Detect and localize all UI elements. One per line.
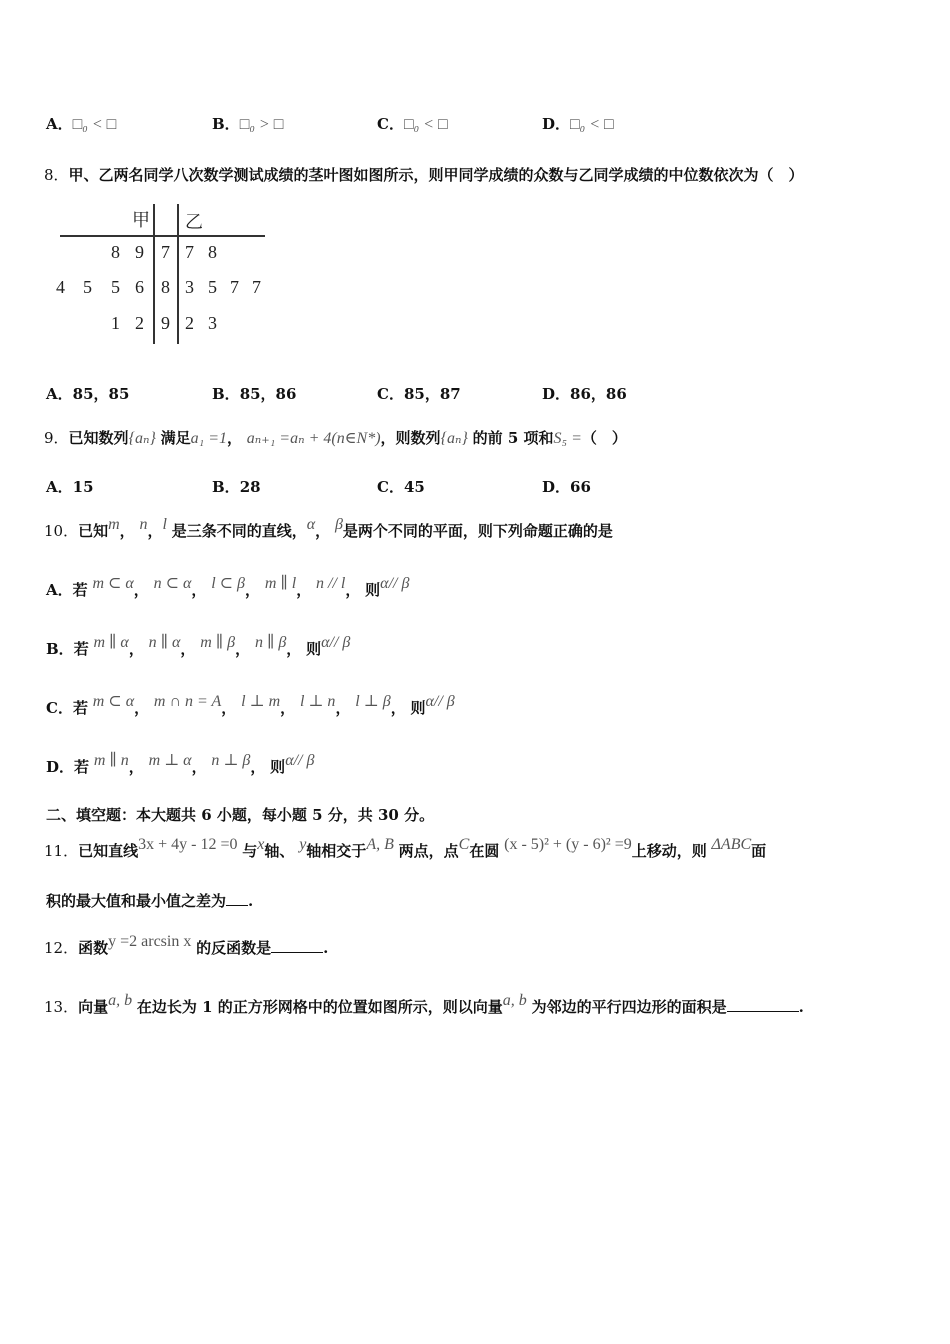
answer-blank[interactable] [226, 891, 248, 906]
leaf-right: 7 [230, 277, 239, 297]
q12-stem: 12．函数y =2 arcsin x 的反函数是 . [44, 933, 329, 957]
q7-option-c: C．□₀ < □ [377, 115, 448, 133]
leaf-left: 9 [135, 242, 144, 262]
stemleaf-header-right: 乙 [185, 212, 203, 232]
leaf-left: 1 [111, 313, 120, 333]
q10-option-b: B．若 m ∥ α， n ∥ α， m ∥ β， n ∥ β， 则α// β [46, 634, 351, 658]
stemleaf-header-divider [60, 235, 265, 237]
leaf-left: 2 [135, 313, 144, 333]
section-title: 二、填空题：本大题共 6 小题，每小题 5 分，共 30 分。 [46, 806, 435, 824]
stemleaf-right-divider [177, 204, 179, 344]
q8-option-a: A．85，85 [46, 385, 130, 403]
q8-option-d: D．86，86 [542, 385, 627, 403]
q7-option-b: B．□₀ > □ [212, 115, 284, 133]
leaf-right: 5 [208, 277, 217, 297]
leaf-right: 7 [252, 277, 261, 297]
leaf-right: 3 [185, 277, 194, 297]
q9-option-d: D．66 [542, 478, 591, 496]
q13-stem: 13．向量a, b 在边长为 1 的正方形网格中的位置如图所示，则以向量a, b 为邻边的平行四边形的面积是 . [44, 992, 804, 1016]
q9-option-a: A．15 [46, 478, 94, 496]
leaf-left: 4 [56, 277, 65, 297]
q11-stem-line2: 积的最大值和最小值之差为 . [46, 892, 254, 910]
leaf-right: 7 [185, 242, 194, 262]
q10-option-c: C．若 m ⊂ α， m ∩ n = A， l ⊥ m， l ⊥ n， l ⊥ β， 则α// β [46, 693, 455, 717]
leaf-left: 5 [83, 277, 92, 297]
leaf-right: 2 [185, 313, 194, 333]
stemleaf-left-divider [153, 204, 155, 344]
leaf-right: 3 [208, 313, 217, 333]
stem: 9 [161, 313, 170, 333]
stemleaf-header-left: 甲 [132, 210, 150, 230]
leaf-left: 5 [111, 277, 120, 297]
q9-option-c: C．45 [377, 478, 425, 496]
q11-stem-line1: 11．已知直线3x + 4y - 12 =0 与x轴、 y轴相交于A, B 两点，点C在圆 (x - 5)² + (y - 6)² =9上移动，则 ΔABC面 [44, 836, 767, 860]
leaf-left: 6 [135, 277, 144, 297]
q9-option-b: B．28 [212, 478, 261, 496]
q7-option-d: D．□₀ < □ [542, 115, 614, 133]
leaf-left: 8 [111, 242, 120, 262]
q9-stem: 9．已知数列{aₙ} 满足a₁ =1， aₙ₊₁ =aₙ + 4(n∈N*)，则数列{aₙ} 的前 5 项和S₅ =（ ） [44, 429, 627, 447]
stem: 7 [161, 242, 170, 262]
q8-option-b: B．85，86 [212, 385, 297, 403]
q10-option-d: D．若 m ∥ n， m ⊥ α， n ⊥ β， 则α// β [46, 752, 315, 776]
answer-blank[interactable] [271, 938, 323, 953]
q8-option-c: C．85，87 [377, 385, 461, 403]
q8-stem: 8．甲、乙两名同学八次数学测试成绩的茎叶图如图所示，则甲同学成绩的众数与乙同学成绩的中位数依次为（ ） [44, 166, 804, 184]
leaf-right: 8 [208, 242, 217, 262]
stem: 8 [161, 277, 170, 297]
answer-blank[interactable] [727, 997, 799, 1012]
q7-option-a: A．□₀ < □ [46, 115, 117, 133]
q10-stem: 10．已知m， n，l 是三条不同的直线，α， β是两个不同的平面，则下列命题正确的是 [44, 516, 613, 540]
q10-option-a: A．若 m ⊂ α， n ⊂ α， l ⊂ β， m ∥ l， n // l， 则α// β [46, 575, 410, 599]
stem-leaf-plot [50, 200, 275, 350]
